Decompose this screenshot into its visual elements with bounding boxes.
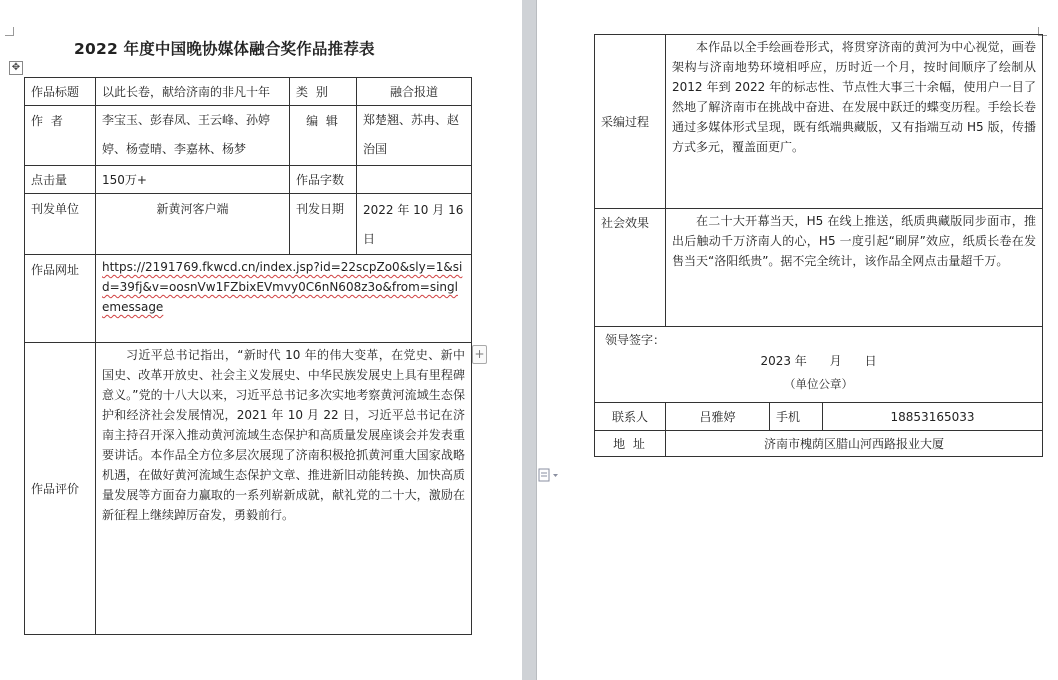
hits-label: 点击量 [25,166,96,194]
effect-cell[interactable] [666,209,1043,327]
address-value[interactable]: 济南市槐荫区腊山河西路报业大厦 [666,431,1043,457]
hits-value[interactable]: 150万+ [96,166,290,194]
evaluation-text: 习近平总书记指出，“新时代 10 年的伟大变革，在党史、新中国史、改革开放史、社会主义发展史、中华民族发展史上具有里程碑意义。”党的十八大以来，习近平总书记多次实地考察黄河流域生态保护和经济社会发展情况，2021 年 10 月 22 日，习近平总书记在济南主持召开深入推动黄河流域生态保护和高质量发展座谈会并发表重要讲话。本作品全方位多层次展现了济南积极抢抓黄河重大国家战略机遇，在做好黄河流域生态保护文章、推进新旧动能转换、加快高质量发展等方面奋力赢取的一系列崭新成就，献礼党的二十大，激励在新征程上继续踔厉奋发，勇毅前行。 [102,348,465,522]
effect-label: 社会效果 [595,209,666,327]
signature-date: 2023 年 月 日 [760,354,877,368]
url-value[interactable] [96,255,472,343]
phone-value[interactable]: 18853165033 [823,403,1043,431]
address-label: 地 址 [595,431,666,457]
process-label: 采编过程 [595,35,666,209]
editor-label: 编 辑 [290,106,357,166]
pub-date-value[interactable]: 2022 年 10 月 16 日 [357,194,472,255]
contact-value[interactable]: 吕雅婷 [666,403,770,431]
evaluation-cell[interactable] [96,343,472,635]
form-table-right [594,34,1043,457]
url-link[interactable]: https://2191769.fkwcd.cn/index.jsp?id=22scpZo0&sly=1&sid=39fj&v=oosnVw1FZbixEVmvy0C6nN608z3o&from=singlemessage [102,260,463,314]
publisher-value[interactable]: 新黄河客户端 [96,194,290,255]
work-title-value[interactable]: 以此长卷，献给济南的非凡十年 [96,78,290,106]
paste-options-icon[interactable] [538,468,562,482]
url-label: 作品网址 [25,255,96,343]
form-table-left [24,77,472,635]
signature-label: 领导签字： [605,333,666,347]
document-title: 2022 年度中国晚协媒体融合奖作品推荐表 [74,40,375,58]
category-value[interactable]: 融合报道 [357,78,472,106]
process-cell[interactable] [666,35,1043,209]
page-edge [536,0,537,680]
move-icon[interactable]: ✥ [9,61,23,75]
effect-text: 在二十大开幕当天，H5 在线上推送，纸质典藏版同步面市，推出后触动千万济南人的心，H5 一度引起“刷屏”效应，纸质长卷在发售当天“洛阳纸贵”。据不完全统计，该作品全网点击量超千万。 [672,214,1037,268]
author-label: 作 者 [25,106,96,166]
category-label: 类 别 [290,78,357,106]
process-text: 本作品以全手绘画卷形式，将贯穿济南的黄河为中心视觉，画卷架构与济南地势环境相呼应，历时近一个月，按时间顺序了绘制从 2012 年到 2022 年的标志性、节点性大事三十余幅，使用户一目了然地了解济南市在挑战中奋进、在发展中跃迁的蝶变历程。手绘长卷通过多媒体形式呈现，既有纸端典藏版，又有指端互动 H5 版，传播方式多元，覆盖面更广。 [672,40,1037,154]
phone-label: 手机 [770,403,823,431]
page-gap [522,0,536,680]
evaluation-label: 作品评价 [25,343,96,635]
signature-cell[interactable] [595,327,1043,403]
publisher-label: 刊发单位 [25,194,96,255]
signature-seal: （单位公章） [784,377,853,391]
word-count-label: 作品字数 [290,166,357,194]
editor-value[interactable]: 郑楚翘、苏冉、赵治国 [357,106,472,166]
work-title-label: 作品标题 [25,78,96,106]
word-count-value[interactable] [357,166,472,194]
pub-date-label: 刊发日期 [290,194,357,255]
crop-mark [5,27,14,36]
contact-label: 联系人 [595,403,666,431]
paste-options-glyph [538,468,560,482]
author-value[interactable]: 李宝玉、彭春凤、王云峰、孙婷婷、杨壹晴、李嘉林、杨梦 [96,106,290,166]
plus-icon[interactable]: + [472,345,487,364]
